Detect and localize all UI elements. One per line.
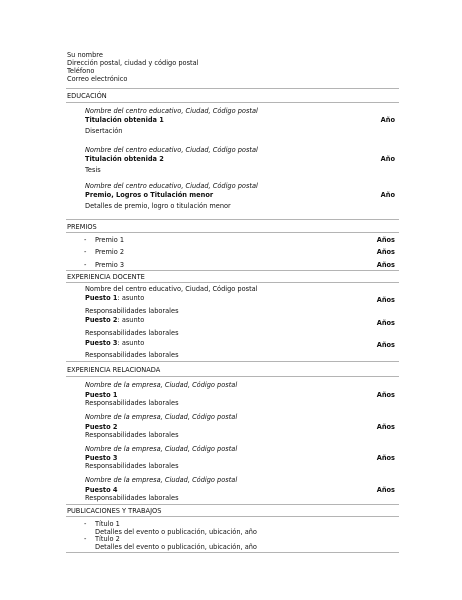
section-title-related: EXPERIENCIA RELACIONADA <box>67 366 161 374</box>
related-years: Años <box>376 486 395 494</box>
award-year: Años <box>376 248 395 256</box>
related-years: Años <box>376 423 395 431</box>
teaching-years: Años <box>376 341 395 349</box>
related-years: Años <box>376 454 395 462</box>
section-divider <box>66 361 399 362</box>
teaching-position: Puesto 3 <box>85 339 118 347</box>
publication-detail: Detalles del evento o publicación, ubicación, año <box>95 543 257 551</box>
bullet-dash: - <box>84 248 87 256</box>
education-year: Año <box>380 155 395 163</box>
publication-title: Título 1 <box>95 520 120 528</box>
education-year: Año <box>380 116 395 124</box>
section-title-publications: PUBLICACIONES Y TRABAJOS <box>67 507 162 515</box>
related-company: Nombre de la empresa, Ciudad, Código postal <box>85 381 238 389</box>
section-divider <box>66 504 399 505</box>
teaching-years: Años <box>376 319 395 327</box>
teaching-subject: : asunto <box>117 339 145 347</box>
related-company: Nombre de la empresa, Ciudad, Código postal <box>85 476 238 484</box>
education-detail: Detalles de premio, logro o titulación menor <box>85 202 231 210</box>
teaching-position-line <box>85 316 144 324</box>
education-institution: Nombre del centro educativo, Ciudad, Código postal <box>85 107 258 115</box>
publication-title: Título 2 <box>95 535 120 543</box>
teaching-position: Puesto 1 <box>85 294 118 302</box>
section-divider <box>66 270 399 271</box>
section-divider <box>66 88 399 89</box>
teaching-responsibilities: Responsabilidades laborales <box>85 307 179 315</box>
teaching-position: Puesto 2 <box>85 316 118 324</box>
related-years: Años <box>376 391 395 399</box>
bullet-dash: - <box>84 261 87 269</box>
award-year: Años <box>376 236 395 244</box>
teaching-position-line <box>85 294 144 302</box>
section-divider <box>66 232 399 233</box>
contact-address: Dirección postal, ciudad y código postal <box>67 59 199 67</box>
teaching-subject: : asunto <box>117 294 145 302</box>
education-year: Año <box>380 191 395 199</box>
section-title-teaching: EXPERIENCIA DOCENTE <box>67 273 145 281</box>
teaching-responsibilities: Responsabilidades laborales <box>85 329 179 337</box>
education-institution: Nombre del centro educativo, Ciudad, Código postal <box>85 146 258 154</box>
education-detail: Disertación <box>85 127 123 135</box>
education-degree: Premio, Logros o Titulación menor <box>85 191 214 199</box>
section-divider <box>66 552 399 553</box>
related-position: Puesto 1 <box>85 391 118 399</box>
related-company: Nombre de la empresa, Ciudad, Código postal <box>85 445 238 453</box>
publication-detail: Detalles del evento o publicación, ubicación, año <box>95 528 257 536</box>
bullet-dash: - <box>84 535 87 543</box>
education-degree: Titulación obtenida 1 <box>85 116 164 124</box>
education-detail: Tesis <box>85 166 101 174</box>
section-title-education: EDUCACIÓN <box>67 92 107 100</box>
related-responsibilities: Responsabilidades laborales <box>85 431 179 439</box>
award-label: Premio 2 <box>95 248 125 256</box>
award-label: Premio 3 <box>95 261 125 269</box>
bullet-dash: - <box>84 236 87 244</box>
teaching-position-line <box>85 339 144 347</box>
education-degree: Titulación obtenida 2 <box>85 155 164 163</box>
teaching-years: Años <box>376 296 395 304</box>
related-responsibilities: Responsabilidades laborales <box>85 462 179 470</box>
bullet-dash: - <box>84 520 87 528</box>
section-divider <box>66 282 399 283</box>
contact-email: Correo electrónico <box>67 75 128 83</box>
section-divider <box>66 376 399 377</box>
related-position: Puesto 4 <box>85 486 118 494</box>
teaching-institution: Nombre del centro educativo, Ciudad, Código postal <box>85 285 258 293</box>
education-institution: Nombre del centro educativo, Ciudad, Código postal <box>85 182 258 190</box>
section-divider <box>66 102 399 103</box>
related-position: Puesto 3 <box>85 454 118 462</box>
award-label: Premio 1 <box>95 236 125 244</box>
related-responsibilities: Responsabilidades laborales <box>85 494 179 502</box>
section-title-awards: PREMIOS <box>67 223 97 231</box>
teaching-subject: : asunto <box>117 316 145 324</box>
award-year: Años <box>376 261 395 269</box>
related-responsibilities: Responsabilidades laborales <box>85 399 179 407</box>
related-position: Puesto 2 <box>85 423 118 431</box>
section-divider <box>66 219 399 220</box>
section-divider <box>66 516 399 517</box>
resume-name: Su nombre <box>67 51 103 59</box>
contact-phone: Teléfono <box>67 67 95 75</box>
teaching-responsibilities: Responsabilidades laborales <box>85 351 179 359</box>
related-company: Nombre de la empresa, Ciudad, Código postal <box>85 413 238 421</box>
